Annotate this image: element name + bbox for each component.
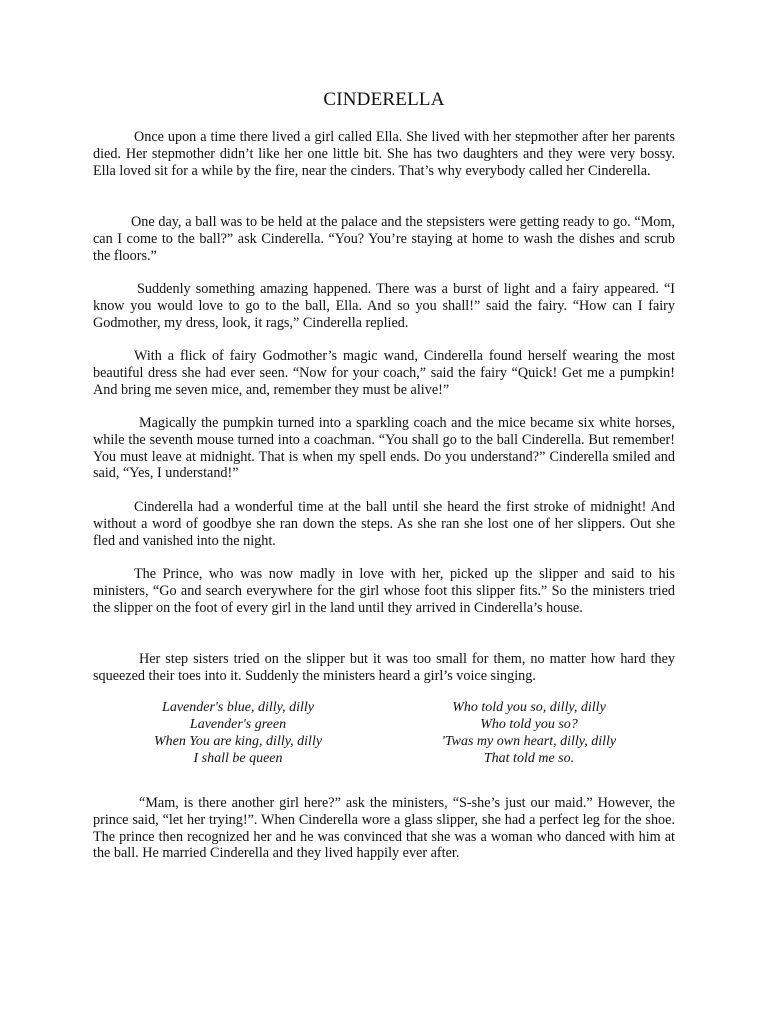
paragraph-5: Magically the pumpkin turned into a sparkling coach and the mice became six white horses, while the seventh mouse turned into a coachman. “You shall go to the ball Cinderella. But remember! You must leave at midnight. That is when my spell ends. Do you understand?” Cinderella smiled and said, “Yes, I understand!” — [93, 415, 675, 482]
poem-right-line-1: Who told you so, dilly, dilly — [452, 700, 606, 715]
poem-left-line-4: I shall be queen — [193, 751, 283, 766]
paragraph-4: With a flick of fairy Godmother’s magic wand, Cinderella found herself wearing the most beautiful dress she had ever seen. “Now for your coach,” said the fairy “Quick! Get me a pumpkin! And bring me seven mice, and, remember they must be alive!” — [93, 348, 675, 398]
poem-left-line-3: When You are king, dilly, dilly — [153, 734, 323, 749]
poem-left-stanza — [108, 699, 368, 767]
poem-left-line-1: Lavender's blue, dilly, dilly — [162, 700, 314, 715]
page-title: CINDERELLA — [323, 89, 445, 110]
poem-right-line-3: 'Twas my own heart, dilly, dilly — [441, 734, 617, 749]
poem-left-line-2: Lavender's green — [189, 717, 287, 732]
paragraph-7: The Prince, who was now madly in love with her, picked up the slipper and said to his ministers, “Go and search everywhere for the girl whose foot this slipper fits.” So the ministers tried the slipper on the foot of every girl in the land until they arrived in Cinderella’s house. — [93, 566, 675, 616]
poem-right-line-4: That told me so. — [483, 751, 575, 766]
paragraph-2: One day, a ball was to be held at the palace and the stepsisters were getting ready to go. “Mom, can I come to the ball?” ask Cinderella. “You? You’re staying at home to wash the dishes and scrub the floors.” — [93, 214, 675, 264]
paragraph-3: Suddenly something amazing happened. There was a burst of light and a fairy appeared. “I know you would love to go to the ball, Ella. And so you shall!” said the fairy. “How can I fairy Godmother, my dress, look, it rags,” Cinderella replied. — [93, 281, 675, 331]
paragraph-9: “Mam, is there another girl here?” ask the ministers, “S-she’s just our maid.” However, the prince said, “let her trying!”. When Cinderella wore a glass slipper, she had a perfect leg for the shoe. The prince then recognized her and he was convinced that she was a woman who danced with him at the ball. He married Cinderella and they lived happily ever after. — [93, 795, 675, 862]
poem-right-stanza — [399, 699, 659, 767]
poem-right-line-2: Who told you so? — [480, 717, 578, 732]
paragraph-6: Cinderella had a wonderful time at the ball until she heard the first stroke of midnight! And without a word of goodbye she ran down the steps. As she ran she lost one of her slippers. Out she fled and vanished into the night. — [93, 499, 675, 549]
paragraph-1: Once upon a time there lived a girl called Ella. She lived with her stepmother after her parents died. Her stepmother didn’t like her one little bit. She has two daughters and they were very bossy. Ella loved sit for a while by the fire, near the cinders. That’s why everybody called her Cinderella. — [93, 129, 675, 179]
paragraph-8: Her step sisters tried on the slipper but it was too small for them, no matter how hard they squeezed their toes into it. Suddenly the ministers heard a girl’s voice singing. — [93, 651, 675, 684]
